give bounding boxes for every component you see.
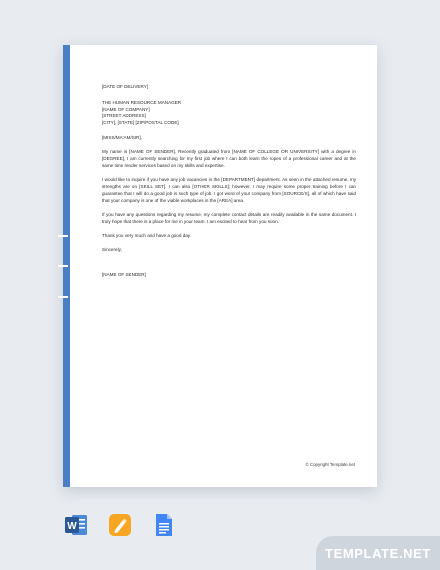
paragraph: I would like to inquire if you have any job vacancies in the [DEPARTMENT] department. As seen in the attached resume, my strengths are on [SKILL SET]. I can also [OTHER SKILLS]; however, I may require some proper training before I can guarantee that I will do a good job in such type of job. I got word of your company from [SOURCE/S], all of which have said that your company is one of the viable workplaces in the [AREA] area.	[102, 176, 356, 204]
salutation: [MISS/MA'AM/SIR],	[102, 134, 142, 140]
fold-mark	[58, 235, 68, 237]
fold-mark	[58, 265, 68, 267]
closing: Sincerely,	[102, 246, 122, 252]
template-net-badge[interactable]: TEMPLATE.NET	[316, 536, 440, 570]
paragraph: My name is [NAME OF SENDER]. Recently graduated from [NAME OF COLLEGE OR UNIVERSITY] with a degree in [DEGREE], I am currently searching for my first job where I can both learn the ropes of a professional career and at the same time render services based on my skills and expertise.	[102, 148, 356, 168]
pages-icon[interactable]	[107, 512, 133, 538]
paragraph: Thank you very much and have a good day.	[102, 232, 192, 238]
app-icons	[63, 512, 177, 538]
recipient-line: THE HUMAN RESOURCE MANAGER	[102, 99, 182, 105]
recipient-line: [STREET ADDRESS]	[102, 113, 146, 119]
letter-page	[63, 45, 377, 487]
copyright-text: © Copyright Template.net	[305, 462, 355, 467]
google-docs-icon[interactable]	[151, 512, 177, 538]
recipient-line: [NAME OF COMPANY]	[102, 106, 150, 112]
word-icon[interactable]	[63, 512, 89, 538]
letter-body	[102, 83, 356, 285]
sender-name: [NAME OF SENDER]	[102, 272, 146, 278]
paragraph: If you have any questions regarding my resume, my complete contact details are readily available in the same document. I truly hope that there is a place for me in your team. I am excited to hear from you soon.	[102, 212, 356, 225]
accent-bar	[63, 45, 70, 487]
fold-mark	[58, 296, 68, 298]
date-line: [DATE OF DELIVERY]	[102, 84, 149, 89]
recipient-address	[102, 100, 356, 127]
recipient-line: [CITY], [STATE] [ZIP/POSTAL CODE]	[102, 120, 179, 126]
svg-text:W: W	[67, 521, 77, 532]
